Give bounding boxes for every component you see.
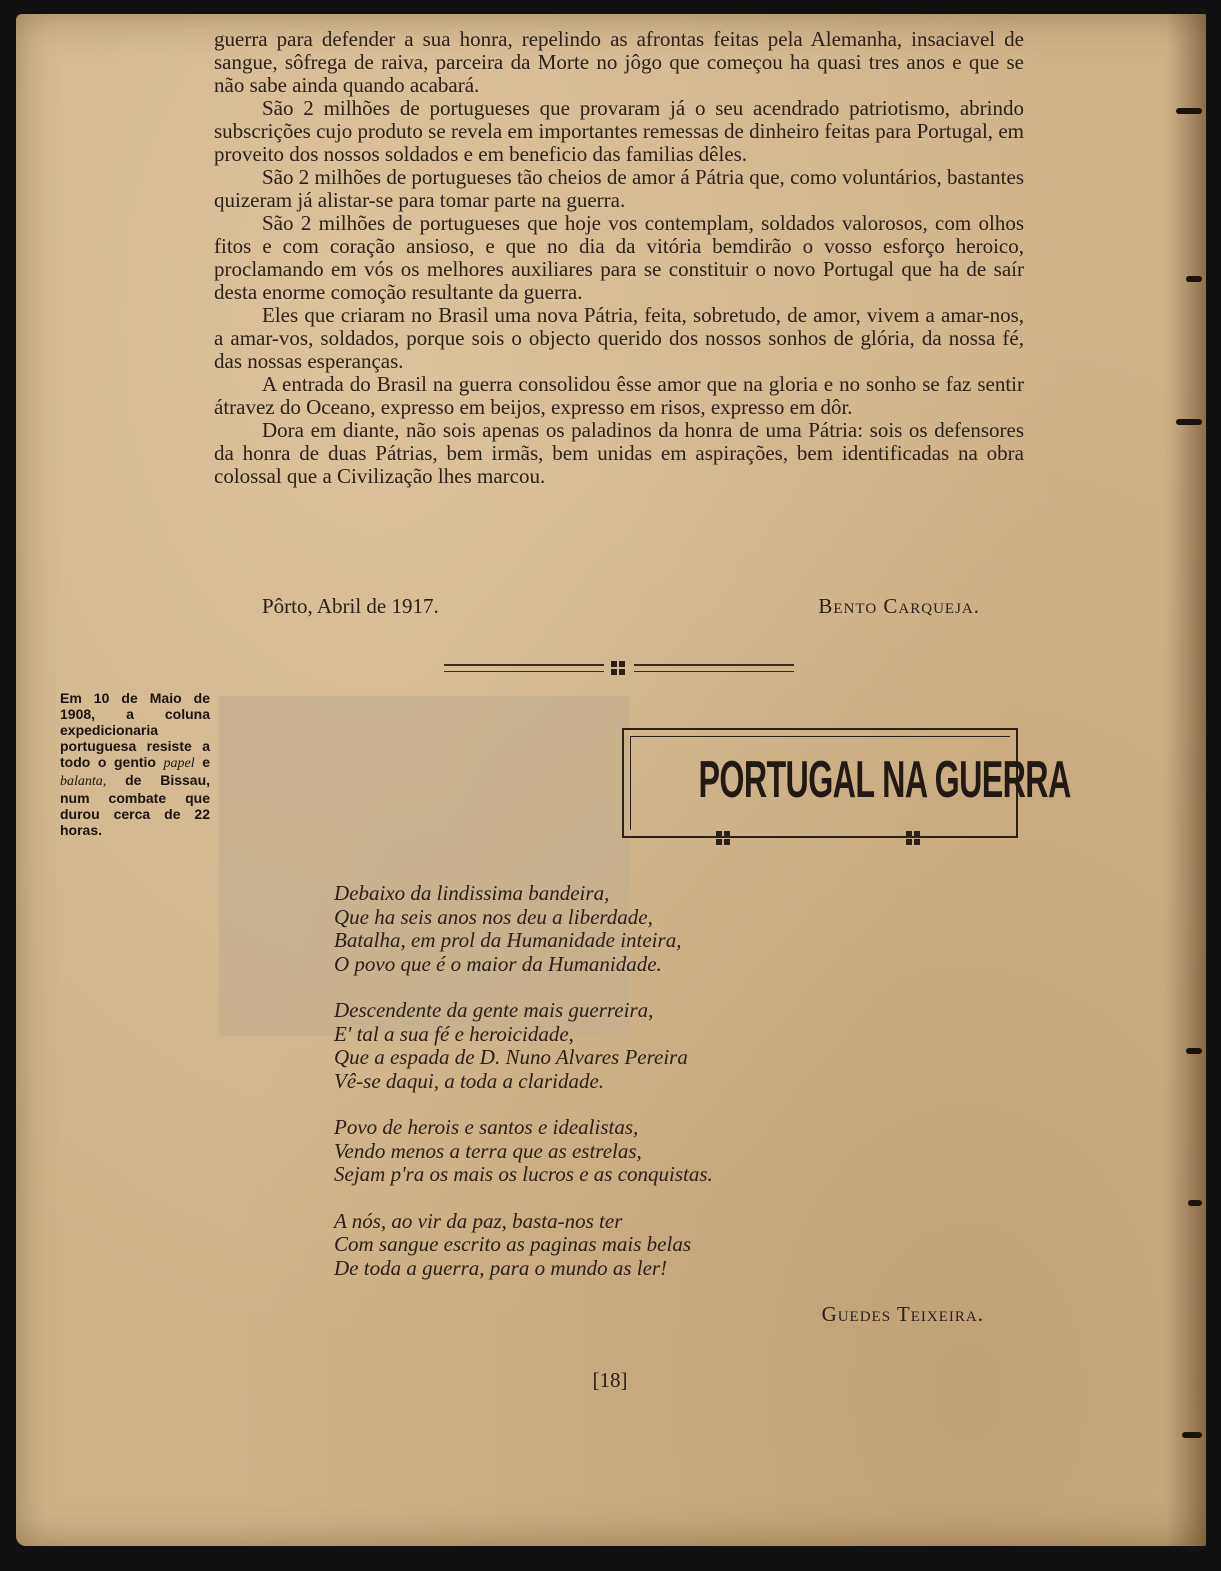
article-signature (262, 594, 980, 619)
poem-author: Guedes Teixeira. (821, 1302, 984, 1326)
binding-staple (1182, 1432, 1202, 1438)
paragraph: guerra para defender a sua honra, repelindo as afrontas feitas pela Alemanha, insaciavel de sangue, sôfrega de raiva, parceira da Morte no jôgo que começou ha quasi tres anos e que se não sabe ainda quando acabará. (214, 27, 1024, 97)
ornament-icon (611, 661, 625, 675)
verse-line: E' tal a sua fé e heroicidade, (334, 1021, 574, 1046)
verse-line: Com sangue escrito as paginas mais belas (334, 1232, 691, 1256)
verse-line: A nós, ao vir da paz, basta-nos ter (334, 1208, 623, 1233)
article-author: Bento Carqueja. (818, 594, 980, 618)
binding-staple (1176, 419, 1202, 425)
page-edge-shadow (1166, 14, 1206, 1546)
poem (334, 882, 934, 1303)
paragraph: São 2 milhões de portugueses que hoje vos contemplam, soldados valorosos, com olhos fitos e com coração ansioso, e que no dia da vitória bemdirão o vosso esforço heroico, proclamando em vós os melhores auxiliares para se constituir o novo Portugal que ha de saír desta enorme comoção resultante da guerra. (214, 211, 1024, 304)
ornament-icon (906, 831, 920, 845)
stanza (334, 999, 934, 1093)
verse-line: Sejam p'ra os mais os lucros e as conquistas. (334, 1162, 713, 1186)
binding-staple (1188, 1200, 1202, 1206)
binding-staple (1176, 108, 1202, 114)
poem-title: PORTUGAL NA GUERRA (698, 751, 1071, 809)
paragraph: Eles que criaram no Brasil uma nova Pátria, feita, sobretudo, de amor, vivem a amar-nos, a amar-vos, soldados, porque sois o objecto querido dos nossos sonhos de glória, da nossa fé, das nossas esperanças. (214, 303, 1024, 373)
photo-caption: Em 10 de Maio de 1908, a coluna expedicionaria portuguesa resiste a todo o gentio papel e balanta, de Bissau, num combate que durou cerca de 22 horas. (60, 690, 211, 838)
verse-line: Debaixo da lindissima bandeira, (334, 881, 610, 905)
paragraph: A entrada do Brasil na guerra consolidou êsse amor que na gloria e no sonho se faz sentir átravez do Oceano, expresso em beijos, expresso em risos, expresso em dôr. (214, 372, 1024, 419)
stanza (334, 882, 934, 976)
verse-line: Que ha seis anos nos deu a liberdade, (334, 904, 653, 929)
verse-line: Batalha, em prol da Humanidade inteira, (334, 928, 682, 952)
verse-line: Que a espada de D. Nuno Alvares Pereira (334, 1045, 688, 1069)
verse-line: O povo que é o maior da Humanidade. (334, 951, 662, 976)
paragraph: São 2 milhões de portugueses tão cheios de amor á Pátria que, como voluntários, bastantes quizeram já alistar-se para tomar parte na guerra. (214, 165, 1024, 212)
verse-line: De toda a guerra, para o mundo as ler! (334, 1255, 668, 1280)
section-divider (444, 662, 794, 674)
stanza (334, 1116, 934, 1187)
verse-line: Vê-se daqui, a toda a claridade. (334, 1068, 605, 1093)
verse-line: Descendente da gente mais guerreira, (334, 998, 654, 1022)
poem-title-box (622, 728, 1071, 838)
article-text (214, 28, 1024, 488)
ornament-icon (716, 831, 730, 845)
binding-staple (1186, 276, 1202, 282)
stanza (334, 1210, 934, 1281)
verse-line: Vendo menos a terra que as estrelas, (334, 1138, 642, 1163)
binding-staple (1186, 1048, 1202, 1054)
place-date: Pôrto, Abril de 1917. (262, 594, 439, 618)
page-number: [18] (592, 1368, 628, 1392)
verse-line: Povo de herois e santos e idealistas, (334, 1115, 639, 1139)
paragraph: Dora em diante, não sois apenas os paladinos da honra de uma Pátria: sois os defensores da honra de duas Pátrias, bem irmãs, bem unidas em aspirações, bem identificadas na obra colossal que a Civilização lhes marcou. (214, 418, 1024, 488)
paragraph: São 2 milhões de portugueses que provaram já o seu acendrado patriotismo, abrindo subscrições cujo produto se revela em importantes remessas de dinheiro feitas para Portugal, em proveito dos nossos soldados e em beneficio das familias dêles. (214, 96, 1024, 166)
